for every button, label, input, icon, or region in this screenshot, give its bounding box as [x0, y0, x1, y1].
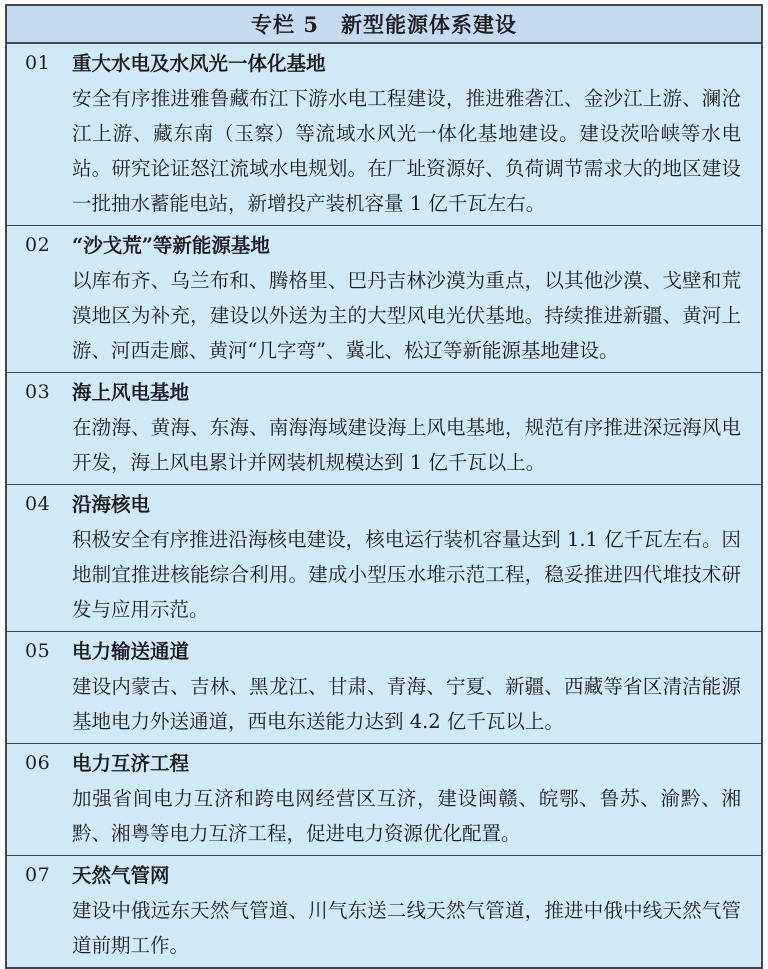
- row-content: [72, 46, 741, 221]
- row-content: [72, 487, 741, 627]
- row-content: [72, 634, 741, 739]
- row-body: 在渤海、黄海、东海、南海海域建设海上风电基地，规范有序推进深远海风电开发，海上风电累计并网装机规模达到 1 亿千瓦以上。: [72, 416, 741, 474]
- row-number: 01: [25, 52, 51, 74]
- box-row: [7, 632, 761, 744]
- box-body: [7, 44, 761, 967]
- row-title: 天然气管网: [72, 864, 170, 887]
- row-body: 加强省间电力互济和跨电网经营区互济，建设闽赣、皖鄂、鲁苏、渝黔、湘黔、湘粤等电力互济工程，促进电力资源优化配置。: [72, 787, 741, 845]
- box-row: [7, 744, 761, 856]
- row-title: “沙戈荒”等新能源基地: [72, 234, 270, 257]
- box-row: [7, 44, 761, 226]
- row-number: 07: [25, 864, 51, 886]
- row-number: 06: [25, 752, 51, 774]
- row-number: 02: [25, 234, 51, 256]
- row-content: [72, 375, 741, 480]
- row-content: [72, 746, 741, 851]
- row-body: 建设中俄远东天然气管道、川气东送二线天然气管道，推进中俄中线天然气管道前期工作。: [72, 899, 741, 957]
- feature-box: [5, 4, 763, 969]
- box-row: [7, 856, 761, 967]
- row-title: 沿海核电: [72, 493, 151, 516]
- box-row: [7, 226, 761, 373]
- row-title: 电力互济工程: [72, 752, 190, 775]
- row-title: 电力输送通道: [72, 640, 190, 663]
- row-title: 海上风电基地: [72, 381, 190, 404]
- row-number: 05: [25, 640, 51, 662]
- box-header: [7, 6, 761, 44]
- box-title: 专栏 5 新型能源体系建设: [251, 12, 517, 37]
- row-content: [72, 228, 741, 368]
- row-content: [72, 858, 741, 963]
- row-title: 重大水电及水风光一体化基地: [72, 52, 326, 75]
- row-body: 积极安全有序推进沿海核电建设，核电运行装机容量达到 1.1 亿千瓦左右。因地制宜推进核能综合利用。建成小型压水堆示范工程，稳妥推进四代堆技术研发与应用示范。: [72, 528, 741, 621]
- row-body: 安全有序推进雅鲁藏布江下游水电工程建设，推进雅砻江、金沙江上游、澜沧江上游、藏东南（玉察）等流域水风光一体化基地建设。建设茨哈峡等水电站。研究论证怒江流域水电规划。在厂址资源好、负荷调节需求大的地区建设一批抽水蓄能电站，新增投产装机容量 1 亿千瓦左右。: [72, 87, 741, 215]
- row-number: 04: [25, 493, 51, 515]
- row-body: 建设内蒙古、吉林、黑龙江、甘肃、青海、宁夏、新疆、西藏等省区清洁能源基地电力外送通道，西电东送能力达到 4.2 亿千瓦以上。: [72, 675, 741, 733]
- box-row: [7, 373, 761, 485]
- box-row: [7, 485, 761, 632]
- row-number: 03: [25, 381, 51, 403]
- row-body: 以库布齐、乌兰布和、腾格里、巴丹吉林沙漠为重点，以其他沙漠、戈壁和荒漠地区为补充，建设以外送为主的大型风电光伏基地。持续推进新疆、黄河上游、河西走廊、黄河“几字弯”、冀北、松辽等新能源基地建设。: [72, 269, 741, 362]
